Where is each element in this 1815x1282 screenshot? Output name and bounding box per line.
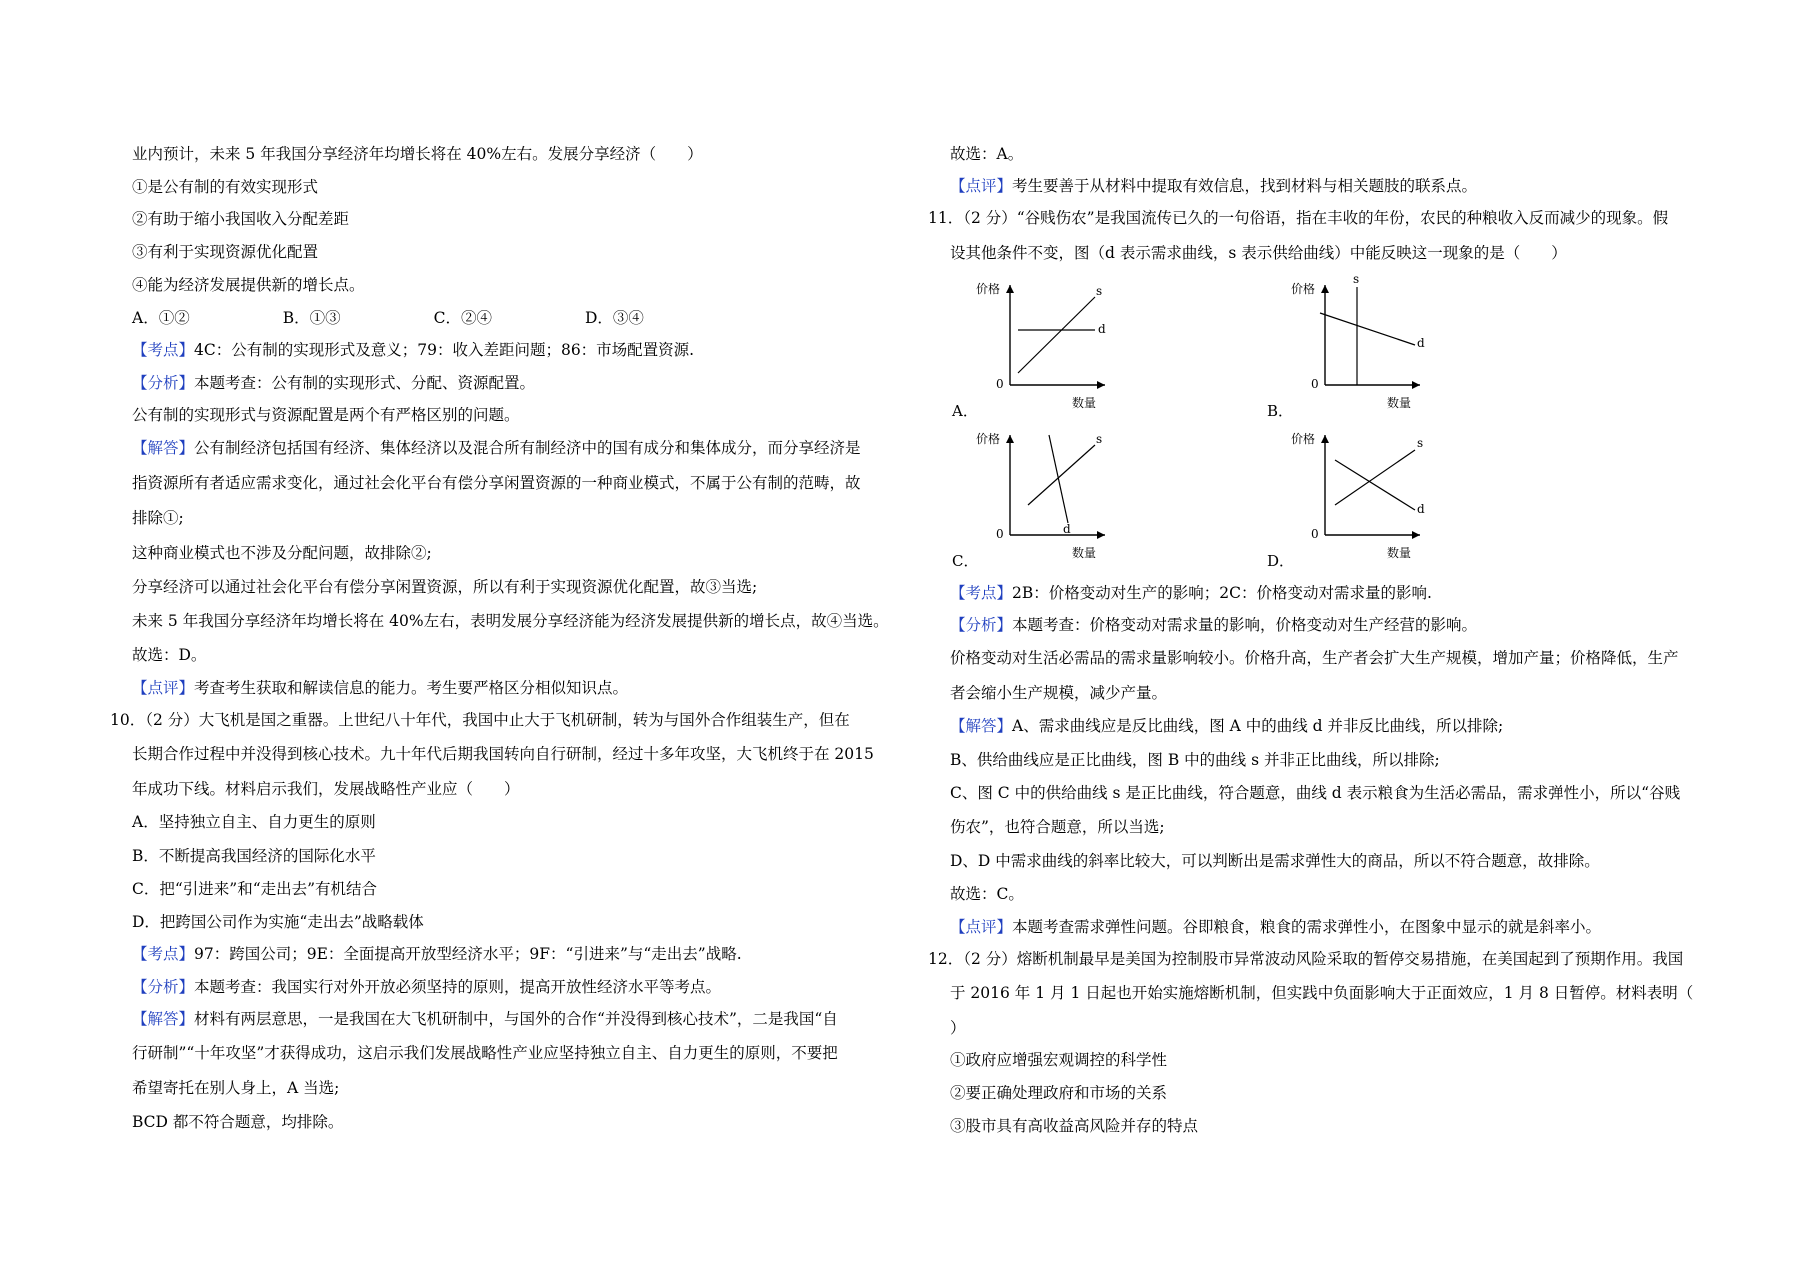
left-column-line [132,779,520,799]
right-column-line [950,884,1024,904]
section-tag: 【解答】 [132,1010,195,1028]
line-text: 行研制”“十年攻坚”才获得成功，这启示我们发展战略性产业应坚持独立自主、自力更生的原则，不要把 [132,1044,838,1062]
left-column-line [132,177,318,197]
section-tag: 【考点】 [132,341,195,359]
line-text: ①是公有制的有效实现形式 [132,178,319,196]
line-text: ③有利于实现资源优化配置 [132,243,319,261]
line-text: 价格变动对生活必需品的需求量影响较小。价格升高，生产者会扩大生产规模，增加产量；价格降低，生产 [950,649,1679,667]
right-column-line [950,917,1601,937]
demand-curve [1320,313,1415,345]
line-text: 者会缩小生产规模，减少产量。 [950,684,1168,702]
line-text: ②要正确处理政府和市场的关系 [950,1084,1168,1102]
right-column-line [928,949,1683,969]
graph-option-A [950,275,1130,424]
x-axis-arrow [1097,381,1105,389]
graph-option-D [1265,425,1445,574]
option-label: D． [1267,552,1295,570]
y-axis-arrow [1321,435,1329,443]
supply-demand-graph [1265,425,1445,570]
line-text: 公有制经济包括国有经济、集体经济以及混合所有制经济中的国有成分和集体成分，而分享经济是 [194,439,861,457]
line-text: BCD 都不符合题意，均排除。 [132,1113,344,1131]
supply-curve [1335,450,1415,505]
section-tag: 【解答】 [132,439,195,457]
section-tag: 【分析】 [132,978,195,996]
left-column-line [132,438,861,458]
demand-curve-label: d [1417,502,1425,516]
line-text: ④能为经济发展提供新的增长点。 [132,276,365,294]
y-axis-label: 价格 [1291,432,1316,446]
left-column-line [132,508,184,528]
right-column-line [928,208,1668,228]
left-column-line [132,1043,838,1063]
right-column-line [950,1050,1167,1070]
line-text: A．①② B．①③ C．②④ D．③④ [132,309,644,327]
y-axis-arrow [1321,285,1329,293]
left-column-line [132,1009,838,1029]
left-column-line [132,340,694,360]
line-text: B．不断提高我国经济的国际化水平 [132,847,376,865]
right-column-line [950,783,1680,803]
line-text: 未来 5 年我国分享经济年均增长将在 40%左右，表明发展分享经济能为经济发展提供新的增长点，故④当选。 [132,612,889,630]
x-axis-label: 数量 [1387,396,1412,410]
left-column-line [132,944,742,964]
supply-demand-graph [950,275,1130,420]
origin-label: 0 [996,527,1004,541]
section-tag: 【点评】 [950,918,1013,936]
line-text: 长期合作过程中并没得到核心技术。九十年代后期我国转向自行研制，经过十多年攻坚，大飞机终于在 2015 [132,745,874,763]
left-column-line [132,473,861,493]
line-text: 2B：价格变动对生产的影响；2C：价格变动对需求量的影响. [1012,584,1432,602]
line-text: 97：跨国公司；9E：全面提高开放型经济水平；9F：“引进来”与“走出去”战略. [194,945,742,963]
line-text: 这种商业模式也不涉及分配问题，故排除②; [132,544,432,562]
line-text: 公有制的实现形式与资源配置是两个有严格区别的问题。 [132,406,520,424]
line-text: 分享经济可以通过社会化平台有偿分享闲置资源，所以有利于实现资源优化配置，故③当选; [132,578,758,596]
line-text: A、需求曲线应是反比曲线，图 A 中的曲线 d 并非反比曲线，所以排除; [1012,717,1504,735]
right-column-line [950,851,1600,871]
line-text: 指资源所有者适应需求变化，通过社会化平台有偿分享闲置资源的一种商业模式，不属于公有制的范畴，故 [132,474,861,492]
line-text: 12．（2 分）熔断机制最早是美国为控制股市异常波动风险采取的暂停交易措施，在美国起到了预期作用。我国 [928,950,1684,968]
graph-option-C [950,425,1130,574]
left-column-line [132,846,376,866]
demand-curve [1049,435,1068,523]
line-text: 考生要善于从材料中提取有效信息，找到材料与相关题肢的联系点。 [1012,177,1478,195]
line-text: 4C：公有制的实现形式及意义；79：收入差距问题；86：市场配置资源. [194,341,695,359]
x-axis-arrow [1097,531,1105,539]
left-column-line [132,645,206,665]
section-tag: 【分析】 [950,616,1013,634]
left-column-line [110,710,850,730]
line-text: 考查考生获取和解读信息的能力。考生要严格区分相似知识点。 [194,679,629,697]
x-axis-arrow [1412,381,1420,389]
left-column-line [132,275,365,295]
origin-label: 0 [1311,527,1319,541]
line-text: 本题考查：价格变动对需求量的影响，价格变动对生产经营的影响。 [1012,616,1478,634]
left-column-line [132,744,874,764]
y-axis-label: 价格 [976,282,1001,296]
left-column-line [132,373,535,393]
line-text: 故选：D。 [132,646,207,664]
left-column-line [132,912,424,932]
left-column-line [132,1112,343,1132]
x-axis-label: 数量 [1072,546,1097,560]
origin-label: 0 [1311,377,1319,391]
line-text: D．把跨国公司作为实施“走出去”战略载体 [132,913,424,931]
left-column-line [132,1078,339,1098]
line-text: 故选：A。 [950,145,1024,163]
line-text: ） [950,1019,966,1037]
supply-curve [1028,445,1095,505]
line-text: 设其他条件不变，图（d 表示需求曲线，s 表示供给曲线）中能反映这一现象的是（ ） [950,244,1567,262]
left-column-line [132,308,644,328]
line-text: 于 2016 年 1 月 1 日起也开始实施熔断机制，但实践中负面影响大于正面效应，1 月 8 日暂停。材料表明（ [950,984,1694,1002]
left-column-line [132,577,757,597]
origin-label: 0 [996,377,1004,391]
supply-curve [1018,297,1095,373]
right-column-line [950,648,1679,668]
option-label: C． [952,552,979,570]
line-text: C．把“引进来”和“走出去”有机结合 [132,880,378,898]
left-column-line [132,977,721,997]
left-column-line [132,209,349,229]
section-tag: 【点评】 [132,679,195,697]
left-column-line [132,543,432,563]
line-text: ②有助于缩小我国收入分配差距 [132,210,350,228]
line-text: 本题考查需求弹性问题。谷即粮食，粮食的需求弹性小，在图象中显示的就是斜率小。 [1012,918,1602,936]
line-text: 年成功下线。材料启示我们，发展战略性产业应（ ） [132,780,520,798]
line-text: 希望寄托在别人身上，A 当选; [132,1079,340,1097]
demand-curve-label: d [1098,322,1106,336]
demand-curve-label: d [1063,522,1071,536]
y-axis-label: 价格 [976,432,1001,446]
line-text: 本题考查：我国实行对外开放必须坚持的原则，提高开放性经济水平等考点。 [194,978,722,996]
option-label: B． [1267,402,1294,420]
left-column-line [132,144,703,164]
left-column-line [132,812,376,832]
right-column-line [950,1018,966,1038]
demand-curve-label: d [1417,336,1425,350]
line-text: 本题考查：公有制的实现形式、分配、资源配置。 [194,374,536,392]
section-tag: 【分析】 [132,374,195,392]
line-text: A．坚持独立自主、自力更生的原则 [132,813,376,831]
x-axis-arrow [1412,531,1420,539]
right-column-line [950,750,1440,770]
line-text: 故选：C。 [950,885,1024,903]
left-column-line [132,879,377,899]
right-column-line [950,683,1167,703]
supply-curve-label: s [1096,432,1103,446]
left-column-line [132,678,628,698]
supply-curve-label: s [1353,275,1360,286]
supply-demand-graph [950,425,1130,570]
section-tag: 【考点】 [950,584,1013,602]
x-axis-label: 数量 [1072,396,1097,410]
left-column-line [132,405,520,425]
right-column-line [950,1116,1198,1136]
section-tag: 【点评】 [950,177,1013,195]
right-column-line [950,243,1567,263]
right-column-line [950,1083,1167,1103]
x-axis-label: 数量 [1387,546,1412,560]
y-axis-arrow [1006,435,1014,443]
line-text: 10．（2 分）大飞机是国之重器。上世纪八十年代，我国中止大于飞机研制，转为与国外合作组装生产，但在 [110,711,850,729]
line-text: ①政府应增强宏观调控的科学性 [950,1051,1168,1069]
right-column-line [950,983,1693,1003]
supply-curve-label: s [1096,284,1103,298]
supply-curve-label: s [1417,436,1424,450]
right-column-line [950,817,1165,837]
line-text: 11．（2 分）“谷贱伤农”是我国流传已久的一句俗语，指在丰收的年份，农民的种粮收入反而减少的现象。假 [928,209,1669,227]
line-text: 材料有两层意思，一是我国在大飞机研制中，与国外的合作“并没得到核心技术”，二是我国“自 [194,1010,838,1028]
section-tag: 【考点】 [132,945,195,963]
section-tag: 【解答】 [950,717,1013,735]
demand-curve [1335,460,1415,510]
right-column-line [950,176,1477,196]
right-column-line [950,144,1023,164]
line-text: C、图 C 中的供给曲线 s 是正比曲线，符合题意，曲线 d 表示粮食为生活必需品，需求弹性小，所以“谷贱 [950,784,1681,802]
right-column-line [950,583,1432,603]
line-text: 伤农”，也符合题意，所以当选; [950,818,1165,836]
left-column-line [132,611,889,631]
line-text: ③股市具有高收益高风险并存的特点 [950,1117,1199,1135]
line-text: B、供给曲线应是正比曲线，图 B 中的曲线 s 并非正比曲线，所以排除; [950,751,1440,769]
supply-demand-graph [1265,275,1445,420]
option-label: A． [952,402,978,420]
y-axis-arrow [1006,285,1014,293]
graph-option-B [1265,275,1445,424]
line-text: 排除①; [132,509,184,527]
y-axis-label: 价格 [1291,282,1316,296]
line-text: D、D 中需求曲线的斜率比较大，可以判断出是需求弹性大的商品，所以不符合题意，故排除。 [950,852,1600,870]
right-column-line [950,716,1503,736]
right-column-line [950,615,1477,635]
line-text: 业内预计，未来 5 年我国分享经济年均增长将在 40%左右。发展分享经济（ ） [132,145,703,163]
left-column-line [132,242,318,262]
